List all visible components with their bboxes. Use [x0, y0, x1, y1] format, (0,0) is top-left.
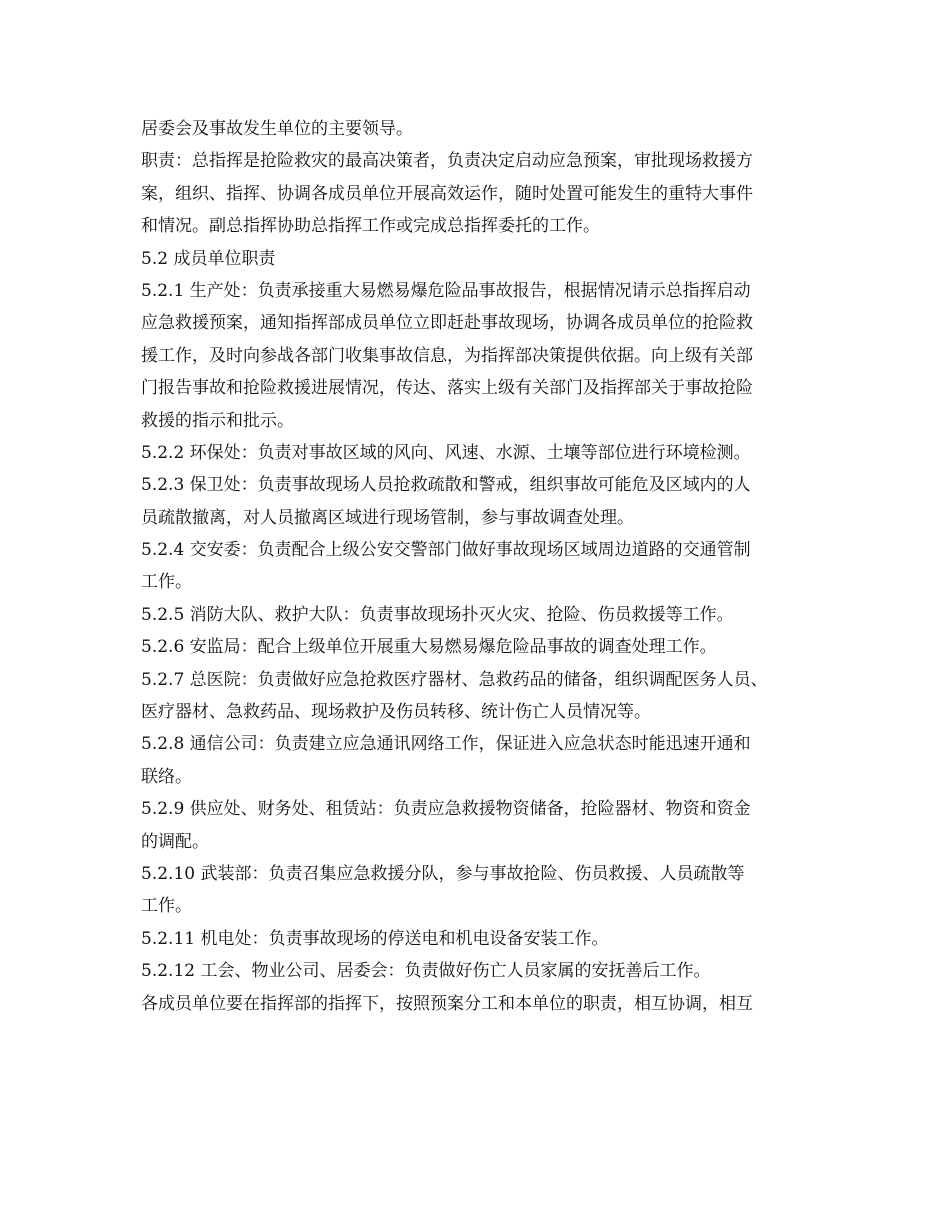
text-line: 5.2.5 消防大队、救护大队：负责事故现场扑灭火灾、抢险、伤员救援等工作。: [141, 604, 734, 625]
text-line: 5.2.4 交安委：负责配合上级公安交警部门做好事故现场区域周边道路的交通管制: [141, 540, 751, 561]
text-line: 5.2.2 环保处：负责对事故区域的风向、风速、水源、土壤等部位进行环境检测。: [141, 442, 751, 463]
text-line: 各成员单位要在指挥部的指挥下，按照预案分工和本单位的职责，相互协调，相互: [141, 993, 753, 1014]
text-line: 员疏散撤离，对人员撤离区域进行现场管制，参与事故调查处理。: [141, 507, 634, 528]
text-line: 5.2.6 安监局：配合上级单位开展重大易燃易爆危险品事故的调查处理工作。: [141, 637, 717, 658]
text-line: 案，组织、指挥、协调各成员单位开展高效运作，随时处置可能发生的重特大事件: [141, 183, 753, 204]
section-heading: 5.2 成员单位职责: [141, 248, 276, 269]
text-line: 5.2.11 机电处：负责事故现场的停送电和机电设备安装工作。: [141, 928, 609, 949]
text-line: 联络。: [141, 766, 192, 787]
text-line: 5.2.3 保卫处：负责事故现场人员抢救疏散和警戒，组织事故可能危及区域内的人: [141, 475, 751, 496]
text-line: 应急救援预案，通知指挥部成员单位立即赶赴事故现场，协调各成员单位的抢险救: [141, 313, 753, 334]
text-line: 和情况。副总指挥协助总指挥工作或完成总指挥委托的工作。: [141, 216, 600, 237]
text-line: 5.2.9 供应处、财务处、租赁站：负责应急救援物资储备，抢险器材、物资和资金: [141, 799, 751, 820]
text-line: 医疗器材、急救药品、现场救护及伤员转移、统计伤亡人员情况等。: [141, 702, 651, 723]
text-line: 5.2.7 总医院：负责做好应急抢救医疗器材、急救药品的储备，组织调配医务人员、: [141, 669, 768, 690]
text-line: 5.2.8 通信公司：负责建立应急通讯网络工作，保证进入应急状态时能迅速开通和: [141, 734, 751, 755]
text-line: 救援的指示和批示。: [141, 410, 294, 431]
text-line: 门报告事故和抢险救援进展情况，传达、落实上级有关部门及指挥部关于事故抢险: [141, 378, 753, 399]
text-line: 的调配。: [141, 831, 209, 852]
text-line: 5.2.1 生产处：负责承接重大易燃易爆危险品事故报告，根据情况请示总指挥启动: [141, 280, 751, 301]
text-line: 5.2.10 武装部：负责召集应急救援分队，参与事故抢险、伤员救援、人员疏散等: [141, 863, 745, 884]
text-line: 工作。: [141, 896, 192, 917]
text-line: 援工作，及时向参战各部门收集事故信息，为指挥部决策提供依据。向上级有关部: [141, 345, 753, 366]
text-line: 工作。: [141, 572, 192, 593]
text-line: 职责：总指挥是抢险救灾的最高决策者，负责决定启动应急预案，审批现场救援方: [141, 151, 753, 172]
document-body: [141, 113, 821, 1020]
text-line: 5.2.12 工会、物业公司、居委会：负责做好伤亡人员家属的安抚善后工作。: [141, 961, 711, 982]
text-line: 居委会及事故发生单位的主要领导。: [141, 119, 413, 139]
